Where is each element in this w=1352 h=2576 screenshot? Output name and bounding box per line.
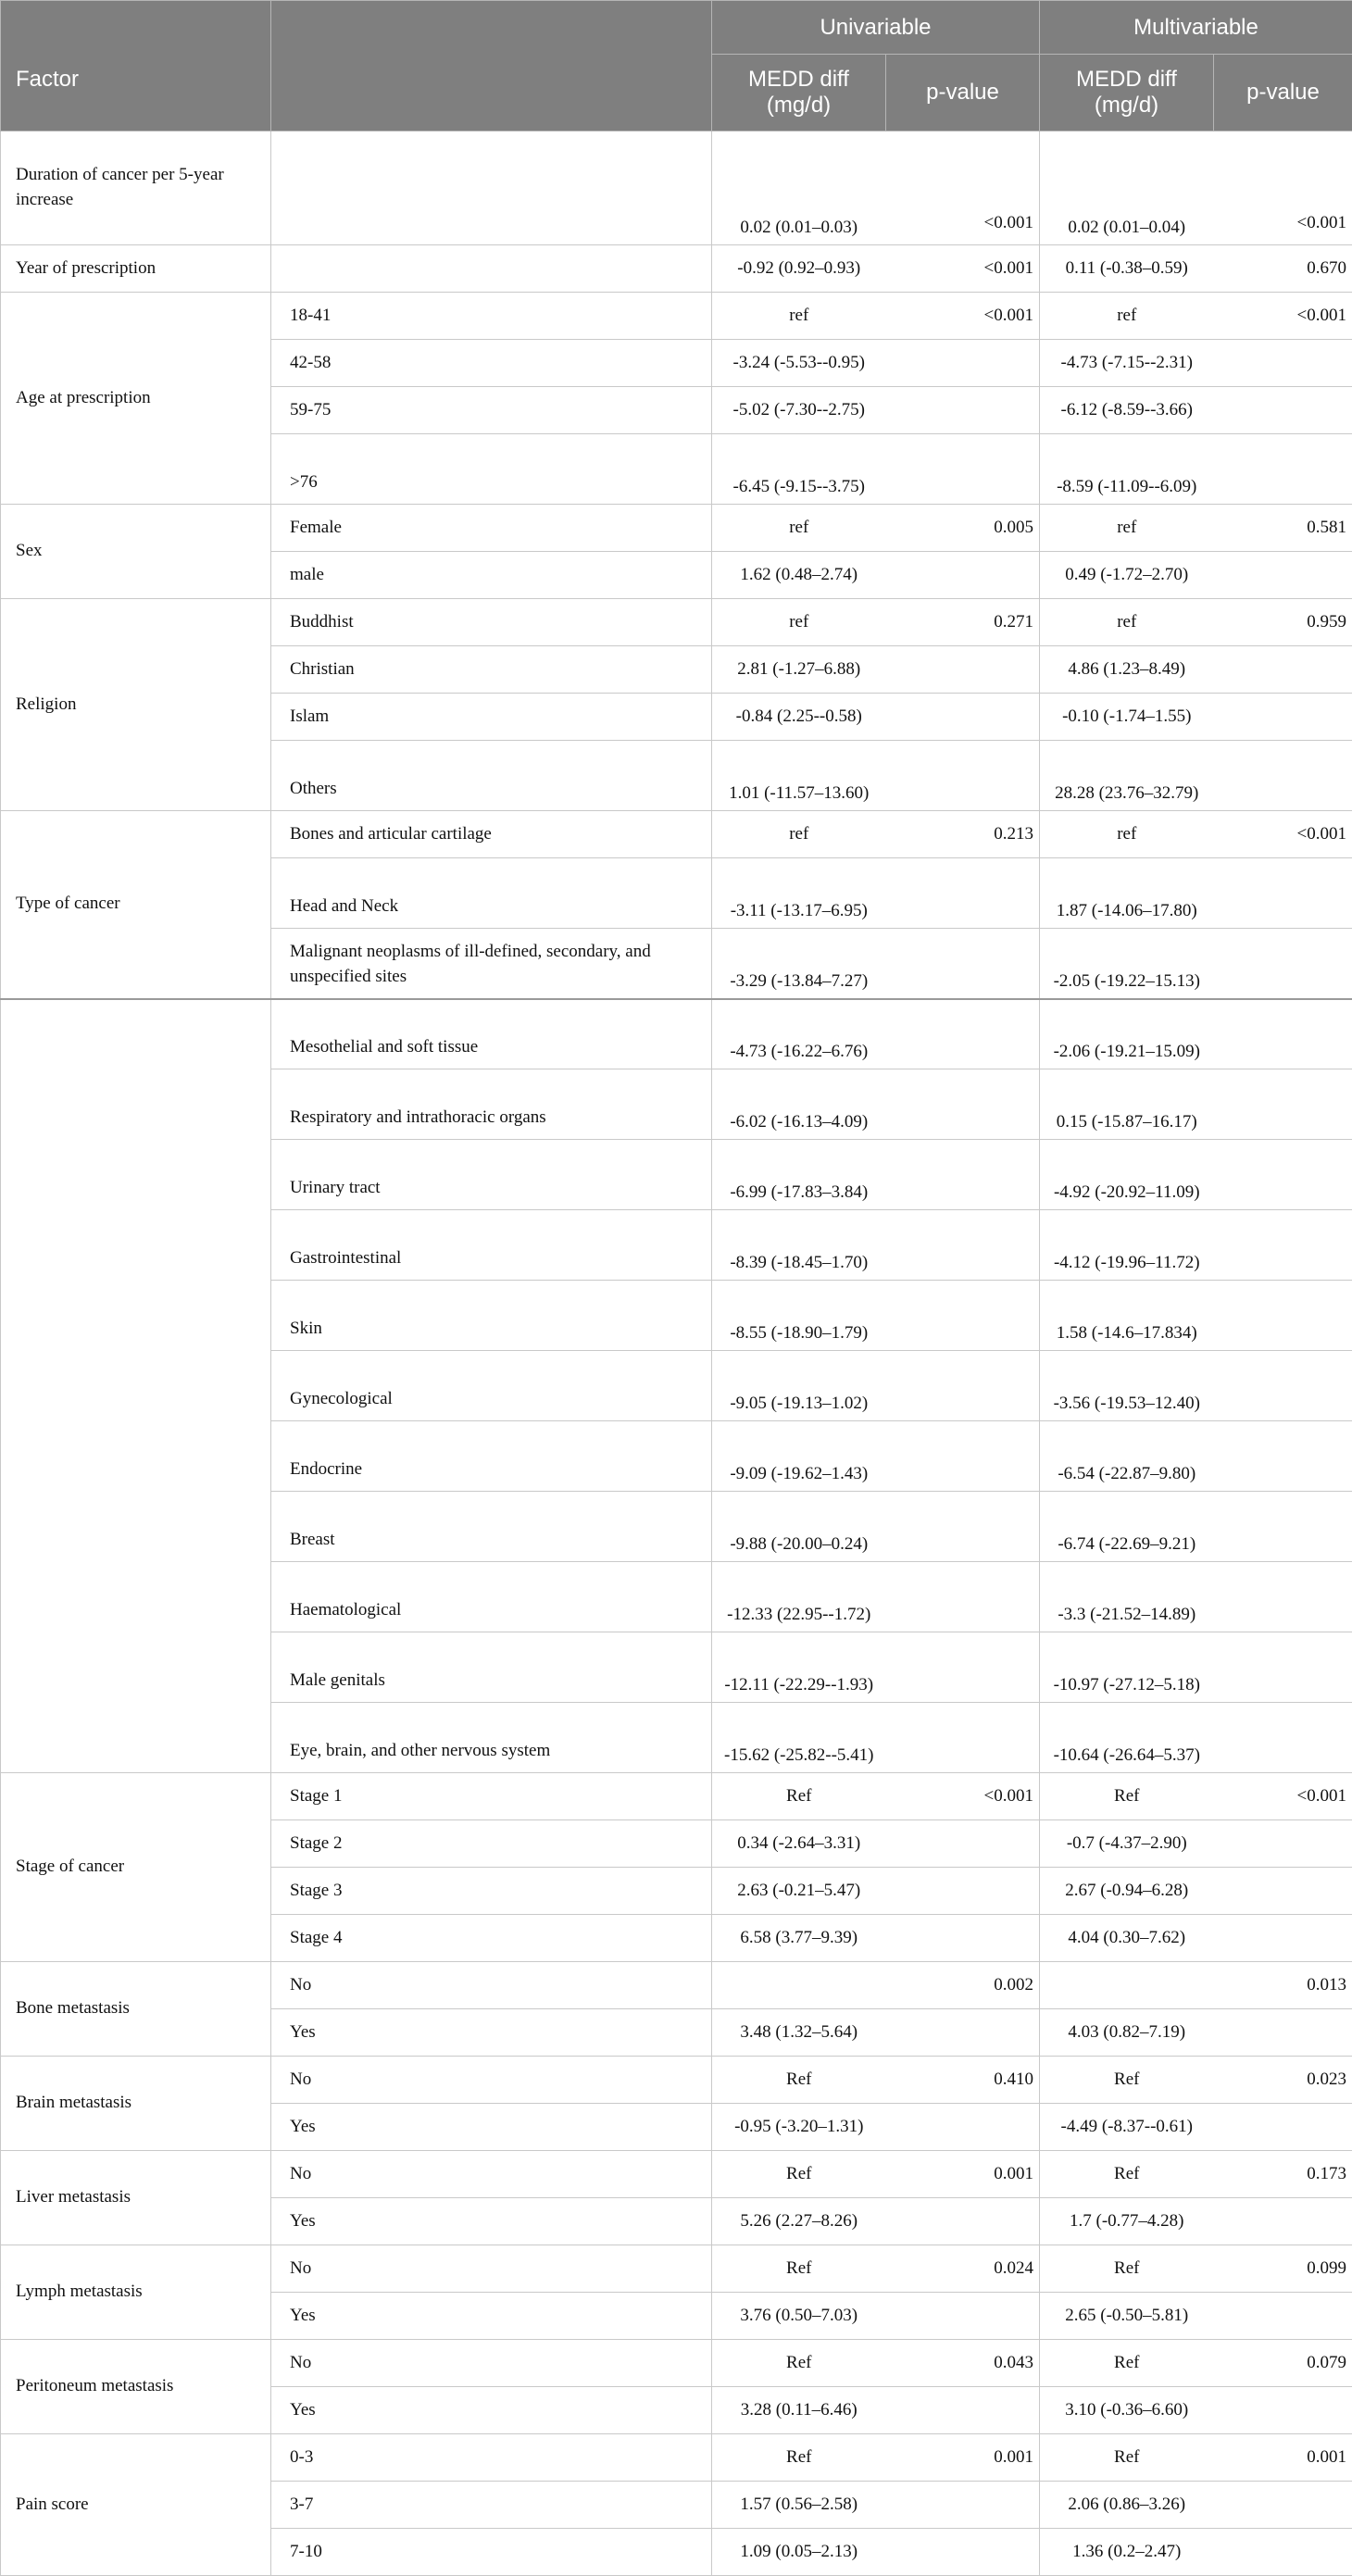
univariable-p-cell: [886, 1351, 1040, 1421]
level-cell: 3-7: [271, 2482, 712, 2529]
multivariable-p-cell: [1214, 2104, 1352, 2151]
multivariable-p-cell: 0.023: [1214, 2057, 1352, 2104]
multivariable-medd-cell: -4.12 (-19.96–11.72): [1040, 1210, 1214, 1281]
multivariable-p-cell: [1214, 2387, 1352, 2434]
table-header: [1, 1, 1352, 131]
level-cell: Buddhist: [271, 599, 712, 646]
multivariable-medd-cell: -3.3 (-21.52–14.89): [1040, 1562, 1214, 1632]
univariable-p-cell: 0.410: [886, 2057, 1040, 2104]
multivariable-p-cell: <0.001: [1214, 293, 1352, 340]
univariable-p-cell: [886, 1632, 1040, 1703]
table-row: [1, 999, 1352, 1069]
level-cell: Islam: [271, 694, 712, 741]
level-cell: Respiratory and intrathoracic organs: [271, 1069, 712, 1140]
univariable-p-cell: [886, 741, 1040, 811]
multivariable-p-cell: [1214, 1632, 1352, 1703]
univariable-medd-cell: -8.55 (-18.90–1.79): [712, 1281, 886, 1351]
level-cell: Stage 4: [271, 1915, 712, 1962]
multivariable-medd-cell: 2.67 (-0.94–6.28): [1040, 1868, 1214, 1915]
table-row: [1, 1962, 1352, 2009]
level-cell: Yes: [271, 2387, 712, 2434]
level-header: [271, 1, 712, 131]
univariable-p-cell: <0.001: [886, 245, 1040, 293]
univariable-p-cell: [886, 999, 1040, 1069]
multivariable-p-cell: 0.173: [1214, 2151, 1352, 2198]
univariable-medd-cell: Ref: [712, 2340, 886, 2387]
level-cell: Breast: [271, 1492, 712, 1562]
multivariable-p-cell: [1214, 1492, 1352, 1562]
level-cell: Mesothelial and soft tissue: [271, 999, 712, 1069]
multivariable-p-cell: [1214, 858, 1352, 929]
univariable-p-cell: [886, 2387, 1040, 2434]
factor-cell: Stage of cancer: [1, 1773, 271, 1962]
univariable-p-cell: [886, 434, 1040, 505]
level-cell: Bones and articular cartilage: [271, 811, 712, 858]
univariable-medd-cell: 1.01 (-11.57–13.60): [712, 741, 886, 811]
multivariable-medd-cell: ref: [1040, 811, 1214, 858]
multi-p-header: p-value: [1214, 55, 1352, 131]
univariable-header: Univariable: [712, 1, 1040, 55]
factor-cell: Brain metastasis: [1, 2057, 271, 2151]
level-cell: Malignant neoplasms of ill-defined, secondary, and unspecified sites: [271, 929, 712, 999]
multivariable-p-cell: [1214, 999, 1352, 1069]
multivariable-p-cell: [1214, 929, 1352, 999]
level-cell: 18-41: [271, 293, 712, 340]
univariable-p-cell: [886, 1492, 1040, 1562]
univariable-medd-cell: 0.02 (0.01–0.03): [712, 131, 886, 245]
factor-cell: Peritoneum metastasis: [1, 2340, 271, 2434]
multivariable-medd-cell: -4.49 (-8.37--0.61): [1040, 2104, 1214, 2151]
multivariable-p-cell: [1214, 387, 1352, 434]
univariable-medd-cell: -5.02 (-7.30--2.75): [712, 387, 886, 434]
univariable-medd-cell: -0.84 (2.25--0.58): [712, 694, 886, 741]
univariable-medd-cell: ref: [712, 293, 886, 340]
level-cell: Eye, brain, and other nervous system: [271, 1703, 712, 1773]
multivariable-p-cell: [1214, 2293, 1352, 2340]
multivariable-medd-cell: 4.03 (0.82–7.19): [1040, 2009, 1214, 2057]
multivariable-header: Multivariable: [1040, 1, 1352, 55]
table-row: [1, 2151, 1352, 2198]
univariable-medd-cell: -9.88 (-20.00–0.24): [712, 1492, 886, 1562]
univariable-p-cell: [886, 387, 1040, 434]
factor-cell: Lymph metastasis: [1, 2245, 271, 2340]
univariable-medd-cell: -4.73 (-16.22–6.76): [712, 999, 886, 1069]
univariable-medd-cell: [712, 1962, 886, 2009]
univariable-medd-cell: ref: [712, 505, 886, 552]
multivariable-medd-cell: 4.04 (0.30–7.62): [1040, 1915, 1214, 1962]
univariable-medd-cell: -3.24 (-5.53--0.95): [712, 340, 886, 387]
multivariable-medd-cell: Ref: [1040, 2245, 1214, 2293]
multivariable-medd-cell: 28.28 (23.76–32.79): [1040, 741, 1214, 811]
multivariable-p-cell: [1214, 741, 1352, 811]
multivariable-medd-cell: [1040, 1962, 1214, 2009]
univariable-p-cell: 0.001: [886, 2151, 1040, 2198]
univariable-p-cell: [886, 2293, 1040, 2340]
level-cell: No: [271, 2245, 712, 2293]
multivariable-medd-cell: -0.10 (-1.74–1.55): [1040, 694, 1214, 741]
univariable-p-cell: 0.001: [886, 2434, 1040, 2482]
multivariable-p-cell: <0.001: [1214, 1773, 1352, 1820]
level-cell: Male genitals: [271, 1632, 712, 1703]
univariable-medd-cell: 3.48 (1.32–5.64): [712, 2009, 886, 2057]
multivariable-medd-cell: 1.7 (-0.77–4.28): [1040, 2198, 1214, 2245]
univariable-p-cell: [886, 552, 1040, 599]
multivariable-p-cell: [1214, 646, 1352, 694]
univariable-medd-cell: 1.09 (0.05–2.13): [712, 2529, 886, 2576]
table-row: [1, 2434, 1352, 2482]
multivariable-medd-cell: 0.49 (-1.72–2.70): [1040, 552, 1214, 599]
univariable-p-cell: [886, 2529, 1040, 2576]
factor-cell: Liver metastasis: [1, 2151, 271, 2245]
factor-cell: Pain score: [1, 2434, 271, 2576]
multivariable-medd-cell: -10.64 (-26.64–5.37): [1040, 1703, 1214, 1773]
multivariable-medd-cell: 1.58 (-14.6–17.834): [1040, 1281, 1214, 1351]
level-cell: Yes: [271, 2104, 712, 2151]
uni-p-header: p-value: [886, 55, 1040, 131]
multivariable-medd-cell: Ref: [1040, 2434, 1214, 2482]
multivariable-medd-cell: Ref: [1040, 1773, 1214, 1820]
multivariable-p-cell: [1214, 2198, 1352, 2245]
univariable-medd-cell: -15.62 (-25.82--5.41): [712, 1703, 886, 1773]
multivariable-medd-cell: -2.05 (-19.22–15.13): [1040, 929, 1214, 999]
multivariable-p-cell: [1214, 1351, 1352, 1421]
table-row: [1, 293, 1352, 340]
univariable-medd-cell: 0.34 (-2.64–3.31): [712, 1820, 886, 1868]
multivariable-medd-cell: -3.56 (-19.53–12.40): [1040, 1351, 1214, 1421]
univariable-medd-cell: Ref: [712, 2057, 886, 2104]
univariable-p-cell: [886, 1915, 1040, 1962]
univariable-p-cell: [886, 2009, 1040, 2057]
univariable-medd-cell: Ref: [712, 2434, 886, 2482]
univariable-medd-cell: -9.09 (-19.62–1.43): [712, 1421, 886, 1492]
multivariable-p-cell: [1214, 1140, 1352, 1210]
univariable-p-cell: 0.024: [886, 2245, 1040, 2293]
multivariable-medd-cell: 0.15 (-15.87–16.17): [1040, 1069, 1214, 1140]
multivariable-medd-cell: 0.02 (0.01–0.04): [1040, 131, 1214, 245]
level-cell: [271, 131, 712, 245]
multivariable-p-cell: <0.001: [1214, 131, 1352, 245]
multivariable-p-cell: 0.581: [1214, 505, 1352, 552]
univariable-p-cell: [886, 2104, 1040, 2151]
univariable-p-cell: 0.043: [886, 2340, 1040, 2387]
multivariable-medd-cell: -10.97 (-27.12–5.18): [1040, 1632, 1214, 1703]
level-cell: Female: [271, 505, 712, 552]
multivariable-p-cell: [1214, 2009, 1352, 2057]
univariable-p-cell: [886, 1703, 1040, 1773]
table-row: [1, 599, 1352, 646]
multivariable-medd-cell: 1.36 (0.2–2.47): [1040, 2529, 1214, 2576]
multivariable-medd-cell: -4.73 (-7.15--2.31): [1040, 340, 1214, 387]
multivariable-medd-cell: ref: [1040, 293, 1214, 340]
multivariable-p-cell: [1214, 1820, 1352, 1868]
univariable-medd-cell: 3.28 (0.11–6.46): [712, 2387, 886, 2434]
univariable-medd-cell: -6.99 (-17.83–3.84): [712, 1140, 886, 1210]
level-cell: 7-10: [271, 2529, 712, 2576]
univariable-p-cell: [886, 1421, 1040, 1492]
level-cell: No: [271, 2340, 712, 2387]
univariable-medd-cell: Ref: [712, 2245, 886, 2293]
multivariable-p-cell: [1214, 1069, 1352, 1140]
multivariable-medd-cell: -6.54 (-22.87–9.80): [1040, 1421, 1214, 1492]
univariable-p-cell: [886, 2482, 1040, 2529]
multivariable-medd-cell: -6.12 (-8.59--3.66): [1040, 387, 1214, 434]
level-cell: >76: [271, 434, 712, 505]
level-cell: [271, 245, 712, 293]
table-row: [1, 2245, 1352, 2293]
level-cell: Stage 3: [271, 1868, 712, 1915]
univariable-medd-cell: 1.62 (0.48–2.74): [712, 552, 886, 599]
table-row: [1, 1773, 1352, 1820]
level-cell: Head and Neck: [271, 858, 712, 929]
univariable-p-cell: 0.005: [886, 505, 1040, 552]
multivariable-p-cell: [1214, 1868, 1352, 1915]
level-cell: 59-75: [271, 387, 712, 434]
univariable-medd-cell: Ref: [712, 2151, 886, 2198]
univariable-medd-cell: ref: [712, 811, 886, 858]
level-cell: Yes: [271, 2293, 712, 2340]
univariable-medd-cell: -0.92 (0.92–0.93): [712, 245, 886, 293]
level-cell: No: [271, 2151, 712, 2198]
level-cell: Urinary tract: [271, 1140, 712, 1210]
multivariable-p-cell: [1214, 1915, 1352, 1962]
factor-cell: Religion: [1, 599, 271, 811]
multivariable-p-cell: 0.959: [1214, 599, 1352, 646]
univariable-medd-cell: -8.39 (-18.45–1.70): [712, 1210, 886, 1281]
multivariable-p-cell: [1214, 2529, 1352, 2576]
univariable-p-cell: <0.001: [886, 131, 1040, 245]
factor-cell: [1, 999, 271, 1773]
level-cell: Skin: [271, 1281, 712, 1351]
multivariable-medd-cell: Ref: [1040, 2057, 1214, 2104]
univariable-medd-cell: 1.57 (0.56–2.58): [712, 2482, 886, 2529]
factor-cell: Type of cancer: [1, 811, 271, 999]
table-row: [1, 2057, 1352, 2104]
univariable-p-cell: <0.001: [886, 1773, 1040, 1820]
univariable-p-cell: [886, 1210, 1040, 1281]
multi-medd-header: MEDD diff (mg/d): [1040, 55, 1214, 131]
univariable-medd-cell: 2.81 (-1.27–6.88): [712, 646, 886, 694]
univariable-p-cell: <0.001: [886, 293, 1040, 340]
multivariable-medd-cell: ref: [1040, 599, 1214, 646]
multivariable-p-cell: 0.013: [1214, 1962, 1352, 2009]
multivariable-p-cell: 0.099: [1214, 2245, 1352, 2293]
table-row: [1, 811, 1352, 858]
univariable-medd-cell: -12.33 (22.95--1.72): [712, 1562, 886, 1632]
table-body: [1, 131, 1352, 2576]
univariable-medd-cell: -12.11 (-22.29--1.93): [712, 1632, 886, 1703]
univariable-p-cell: [886, 1868, 1040, 1915]
multivariable-p-cell: 0.079: [1214, 2340, 1352, 2387]
univariable-p-cell: [886, 1820, 1040, 1868]
univariable-medd-cell: ref: [712, 599, 886, 646]
table-row: [1, 245, 1352, 293]
factor-cell: Sex: [1, 505, 271, 599]
level-cell: Haematological: [271, 1562, 712, 1632]
level-cell: Gynecological: [271, 1351, 712, 1421]
univariable-medd-cell: 2.63 (-0.21–5.47): [712, 1868, 886, 1915]
factor-cell: Year of prescription: [1, 245, 271, 293]
level-cell: Yes: [271, 2198, 712, 2245]
multivariable-p-cell: [1214, 434, 1352, 505]
table-row: [1, 2340, 1352, 2387]
multivariable-medd-cell: 1.87 (-14.06–17.80): [1040, 858, 1214, 929]
univariable-p-cell: [886, 1140, 1040, 1210]
multivariable-p-cell: [1214, 1562, 1352, 1632]
level-cell: No: [271, 2057, 712, 2104]
multivariable-medd-cell: -2.06 (-19.21–15.09): [1040, 999, 1214, 1069]
univariable-medd-cell: -0.95 (-3.20–1.31): [712, 2104, 886, 2151]
level-cell: Yes: [271, 2009, 712, 2057]
univariable-p-cell: [886, 1069, 1040, 1140]
multivariable-p-cell: [1214, 340, 1352, 387]
multivariable-medd-cell: -4.92 (-20.92–11.09): [1040, 1140, 1214, 1210]
univariable-medd-cell: -6.02 (-16.13–4.09): [712, 1069, 886, 1140]
factor-cell: Bone metastasis: [1, 1962, 271, 2057]
level-cell: No: [271, 1962, 712, 2009]
univariable-p-cell: 0.213: [886, 811, 1040, 858]
level-cell: 42-58: [271, 340, 712, 387]
multivariable-medd-cell: ref: [1040, 505, 1214, 552]
univariable-p-cell: [886, 858, 1040, 929]
multivariable-p-cell: [1214, 2482, 1352, 2529]
univariable-medd-cell: 6.58 (3.77–9.39): [712, 1915, 886, 1962]
multivariable-medd-cell: -6.74 (-22.69–9.21): [1040, 1492, 1214, 1562]
uni-medd-header: MEDD diff (mg/d): [712, 55, 886, 131]
univariable-p-cell: 0.271: [886, 599, 1040, 646]
multivariable-p-cell: <0.001: [1214, 811, 1352, 858]
univariable-medd-cell: -6.45 (-9.15--3.75): [712, 434, 886, 505]
univariable-medd-cell: -3.11 (-13.17–6.95): [712, 858, 886, 929]
level-cell: Endocrine: [271, 1421, 712, 1492]
multivariable-p-cell: [1214, 1281, 1352, 1351]
multivariable-medd-cell: 2.06 (0.86–3.26): [1040, 2482, 1214, 2529]
multivariable-medd-cell: -8.59 (-11.09--6.09): [1040, 434, 1214, 505]
univariable-medd-cell: 5.26 (2.27–8.26): [712, 2198, 886, 2245]
level-cell: Others: [271, 741, 712, 811]
level-cell: male: [271, 552, 712, 599]
univariable-p-cell: [886, 646, 1040, 694]
multivariable-medd-cell: 2.65 (-0.50–5.81): [1040, 2293, 1214, 2340]
multivariable-medd-cell: 4.86 (1.23–8.49): [1040, 646, 1214, 694]
factor-cell: Age at prescription: [1, 293, 271, 505]
multivariable-p-cell: [1214, 694, 1352, 741]
multivariable-p-cell: [1214, 1421, 1352, 1492]
table-row: [1, 505, 1352, 552]
univariable-medd-cell: 3.76 (0.50–7.03): [712, 2293, 886, 2340]
level-cell: Gastrointestinal: [271, 1210, 712, 1281]
factor-header: Factor: [1, 1, 271, 131]
level-cell: 0-3: [271, 2434, 712, 2482]
level-cell: Stage 2: [271, 1820, 712, 1868]
univariable-p-cell: [886, 1281, 1040, 1351]
multivariable-medd-cell: 3.10 (-0.36–6.60): [1040, 2387, 1214, 2434]
multivariable-medd-cell: -0.7 (-4.37–2.90): [1040, 1820, 1214, 1868]
univariable-p-cell: [886, 2198, 1040, 2245]
univariable-p-cell: [886, 1562, 1040, 1632]
level-cell: Stage 1: [271, 1773, 712, 1820]
univariable-p-cell: [886, 340, 1040, 387]
multivariable-medd-cell: 0.11 (-0.38–0.59): [1040, 245, 1214, 293]
multivariable-medd-cell: Ref: [1040, 2151, 1214, 2198]
multivariable-p-cell: 0.001: [1214, 2434, 1352, 2482]
multivariable-medd-cell: Ref: [1040, 2340, 1214, 2387]
multivariable-p-cell: [1214, 552, 1352, 599]
univariable-medd-cell: -9.05 (-19.13–1.02): [712, 1351, 886, 1421]
univariable-medd-cell: -3.29 (-13.84–7.27): [712, 929, 886, 999]
univariable-p-cell: 0.002: [886, 1962, 1040, 2009]
level-cell: Christian: [271, 646, 712, 694]
multivariable-p-cell: [1214, 1703, 1352, 1773]
table-row: [1, 131, 1352, 245]
multivariable-p-cell: 0.670: [1214, 245, 1352, 293]
univariable-medd-cell: Ref: [712, 1773, 886, 1820]
factor-cell: Duration of cancer per 5-year increase: [1, 131, 271, 245]
multivariable-p-cell: [1214, 1210, 1352, 1281]
univariable-p-cell: [886, 929, 1040, 999]
univariable-p-cell: [886, 694, 1040, 741]
